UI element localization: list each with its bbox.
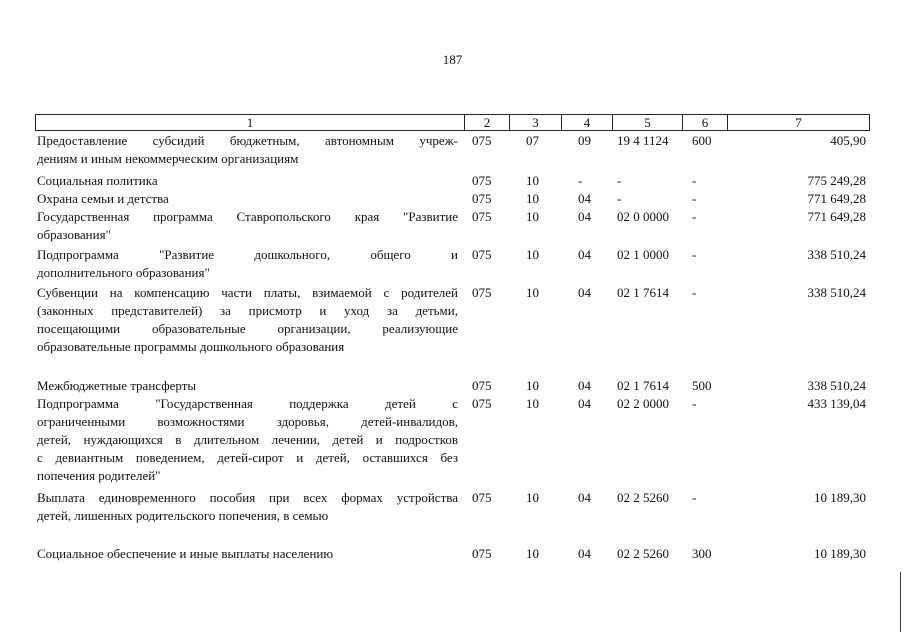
row-name-line: Социальное обеспечение и иные выплаты населению [37, 546, 334, 561]
cell-c2: 075 [472, 378, 492, 393]
cell-c3: 10 [526, 396, 539, 411]
cell-c3: 10 [526, 247, 539, 262]
row-name-line: Подпрограмма "Развитие дошкольного, общего и [37, 247, 458, 262]
row-name [37, 489, 458, 525]
cell-c5: 02 1 7614 [617, 285, 669, 300]
row-name-line: Подпрограмма "Государственная поддержка детей с [37, 396, 458, 411]
cell-c7: 10 189,30 [814, 546, 866, 561]
cell-c4: 04 [578, 191, 591, 206]
margin-mark [900, 572, 901, 632]
cell-c6: 300 [692, 546, 712, 561]
cell-c4: 04 [578, 490, 591, 505]
cell-c3: 10 [526, 546, 539, 561]
cell-c5: 02 2 5260 [617, 490, 669, 505]
cell-c6: - [692, 173, 697, 188]
cell-c3: 10 [526, 378, 539, 393]
row-name-line: Предоставление субсидий бюджетным, автономным учреж- [37, 133, 458, 148]
cell-c2: 075 [472, 546, 492, 561]
row-name-line: дополнительного образования" [37, 265, 210, 280]
cell-c2: 075 [472, 191, 492, 206]
row-name-line: дениям и иным некоммерческим организациям [37, 151, 299, 166]
cell-c2: 075 [472, 490, 492, 505]
cell-c4: 04 [578, 285, 591, 300]
row-name [37, 132, 458, 168]
cell-c4: 09 [578, 133, 591, 148]
row-name [37, 377, 458, 395]
row-name-line: детей, лишенных родительского попечения, в семью [37, 508, 329, 523]
cell-c7: 775 249,28 [807, 173, 866, 188]
cell-c2: 075 [472, 133, 492, 148]
row-name [37, 190, 458, 208]
cell-c7: 338 510,24 [807, 247, 866, 262]
row-name [37, 172, 458, 190]
cell-c4: 04 [578, 247, 591, 262]
header-col-2: 2 [464, 115, 509, 130]
cell-c3: 10 [526, 173, 539, 188]
cell-c6: - [692, 209, 697, 224]
cell-c6: - [692, 191, 697, 206]
cell-c5: 19 4 1124 [617, 133, 669, 148]
cell-c7: 771 649,28 [807, 209, 866, 224]
row-name [37, 246, 458, 282]
row-name-line: Социальная политика [37, 173, 158, 188]
cell-c5: 02 0 0000 [617, 209, 669, 224]
row-name [37, 545, 458, 563]
page-number: 187 [442, 52, 463, 67]
cell-c4: 04 [578, 209, 591, 224]
cell-c6: - [692, 490, 697, 505]
cell-c6: - [692, 396, 697, 411]
cell-c2: 075 [472, 285, 492, 300]
cell-c5: 02 1 7614 [617, 378, 669, 393]
cell-c5: 02 2 0000 [617, 396, 669, 411]
row-name [37, 284, 458, 356]
cell-c3: 10 [526, 209, 539, 224]
cell-c3: 10 [526, 191, 539, 206]
header-col-1: 1 [246, 115, 254, 130]
cell-c7: 10 189,30 [814, 490, 866, 505]
cell-c5: 02 1 0000 [617, 247, 669, 262]
cell-c3: 10 [526, 285, 539, 300]
cell-c6: - [692, 285, 697, 300]
row-name-line: детей, нуждающихся в длительном лечении, детей и подростков [37, 432, 458, 447]
row-name-line: попечения родителей" [37, 468, 161, 483]
cell-c3: 07 [526, 133, 539, 148]
row-name-line: образования" [37, 227, 111, 242]
cell-c6: 600 [692, 133, 712, 148]
cell-c7: 338 510,24 [807, 378, 866, 393]
header-col-6: 6 [682, 115, 727, 130]
row-name-line: ограниченными возможностями здоровья, детей-инвалидов, [37, 414, 458, 429]
cell-c5: - [617, 173, 622, 188]
row-name-line: посещающими образовательные организации, реализующие [37, 321, 458, 336]
row-name-line: Выплата единовременного пособия при всех формах устройства [37, 490, 458, 505]
cell-c5: 02 2 5260 [617, 546, 669, 561]
row-name-line: образовательные программы дошкольного образования [37, 339, 345, 354]
row-name-line: Межбюджетные трансферты [37, 378, 197, 393]
header-col-5: 5 [612, 115, 682, 130]
row-name-line: Субвенции на компенсацию части платы, взимаемой с родителей [37, 285, 458, 300]
cell-c7: 771 649,28 [807, 191, 866, 206]
header-col-3: 3 [509, 115, 561, 130]
cell-c4: 04 [578, 546, 591, 561]
row-name [37, 395, 458, 485]
table-header [35, 114, 870, 131]
cell-c7: 405,90 [830, 133, 866, 148]
row-name-line: Государственная программа Ставропольского края "Развитие [37, 209, 458, 224]
row-name-line: Охрана семьи и детства [37, 191, 169, 206]
row-name [37, 208, 458, 244]
cell-c3: 10 [526, 490, 539, 505]
cell-c2: 075 [472, 247, 492, 262]
cell-c2: 075 [472, 173, 492, 188]
row-name-line: (законных представителей) за присмотр и уход за детьми, [37, 303, 458, 318]
cell-c2: 075 [472, 209, 492, 224]
row-name-line: с девиантным поведением, детей-сирот и детей, оставшихся без [37, 450, 458, 465]
cell-c5: - [617, 191, 622, 206]
cell-c6: 500 [692, 378, 712, 393]
header-col-4: 4 [561, 115, 612, 130]
cell-c7: 338 510,24 [807, 285, 866, 300]
cell-c4: 04 [578, 378, 591, 393]
header-col-7: 7 [727, 115, 869, 130]
cell-c4: - [578, 173, 583, 188]
cell-c4: 04 [578, 396, 591, 411]
cell-c2: 075 [472, 396, 492, 411]
cell-c6: - [692, 247, 697, 262]
cell-c7: 433 139,04 [807, 396, 866, 411]
